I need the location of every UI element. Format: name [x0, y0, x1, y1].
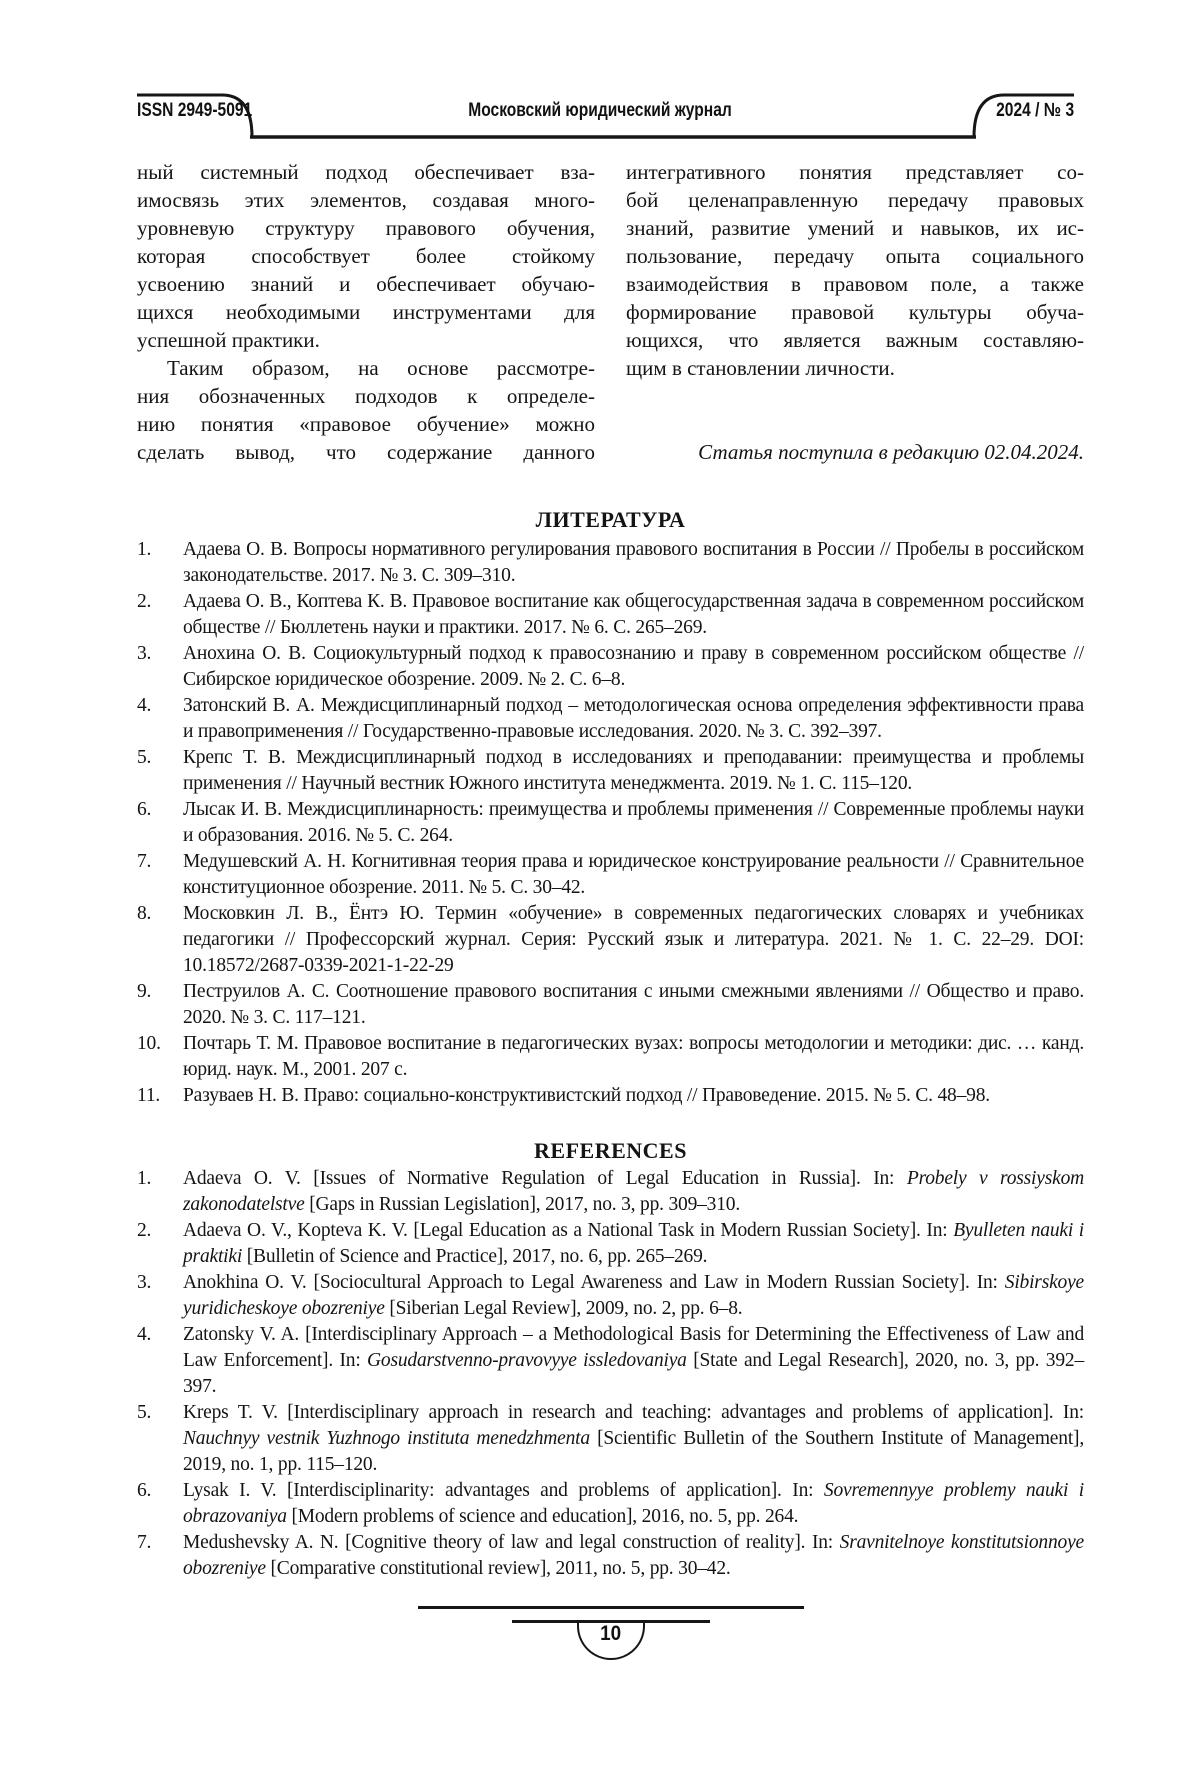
- references-list: [137, 1166, 1084, 1582]
- reference-text: [183, 1400, 1084, 1478]
- reference-item: [137, 1031, 1084, 1083]
- reference-text: [183, 641, 1084, 693]
- reference-number: 1.: [137, 1168, 152, 1189]
- reference-number: 5.: [137, 1402, 152, 1423]
- reference-segment: Адаева О. В., Коптева К. В. Правовое воспитание как общегосударственная задача в современном российском обществе // Бюллетень науки и практики. 2017. № 6. С. 265–269.: [183, 591, 1084, 638]
- reference-number: 2.: [137, 591, 152, 612]
- reference-segment: [Modern problems of science and education], 2016, no. 5, pp. 264.: [286, 1506, 799, 1527]
- reference-number: 4.: [137, 1324, 152, 1345]
- reference-number: 2.: [137, 1220, 152, 1241]
- reference-number: 3.: [137, 1272, 152, 1293]
- body-line: имосвязь этих элементов, создавая много-: [137, 188, 595, 212]
- reference-segment: Lysak I. V. [Interdisciplinarity: advantages and problems of application]. In:: [183, 1480, 824, 1501]
- reference-text: [183, 1478, 1084, 1530]
- reference-number: 3.: [137, 643, 152, 664]
- page-footer: [137, 1606, 1084, 1660]
- reference-number: 4.: [137, 695, 152, 716]
- reference-segment: Разуваев Н. В. Право: социально-конструктивистский подход // Правоведение. 2015. № 5. С. 48–98.: [183, 1085, 990, 1106]
- submission-note: Статья поступила в редакцию 02.04.2024.: [698, 440, 1084, 464]
- reference-segment: [Bulletin of Science and Practice], 2017, no. 6, pp. 265–269.: [242, 1246, 708, 1267]
- reference-item: [137, 1270, 1084, 1322]
- reference-text: [183, 745, 1084, 797]
- body-line: ния обозначенных подходов к определе-: [137, 384, 595, 408]
- reference-journal-italic: Probely v rossiyskom zakonodatelstve: [183, 1168, 1084, 1215]
- reference-number: 8.: [137, 903, 152, 924]
- reference-item: [137, 1083, 1084, 1109]
- reference-text: [183, 797, 1084, 849]
- reference-segment: Adaeva O. V. [Issues of Normative Regulation of Legal Education in Russia]. In:: [183, 1168, 907, 1189]
- literatura-heading: ЛИТЕРАТУРА: [535, 507, 686, 532]
- body-line: формирование правовой культуры обуча-: [626, 300, 1084, 324]
- reference-segment: [State and Legal Research], 2020, no. 3, pp. 392–397.: [183, 1350, 1085, 1397]
- reference-text: [183, 589, 1084, 641]
- reference-number: 6.: [137, 799, 152, 820]
- reference-journal-italic: Sibirskoye yuridicheskoye obozreniye: [183, 1272, 1084, 1319]
- reference-text: [183, 1218, 1084, 1270]
- journal-title: Московский юридический журнал: [468, 100, 732, 121]
- reference-number: 9.: [137, 981, 152, 1002]
- reference-segment: Адаева О. В. Вопросы нормативного регулирования правового воспитания в России // Пробелы в российском законодательстве. 2017. № 3. С. 309–310.: [183, 539, 1084, 586]
- reference-text: [183, 693, 1084, 745]
- reference-segment: Крепс Т. В. Междисциплинарный подход в исследованиях и преподавании: преимущества и проблемы применения // Научный вестник Южного института менеджмента. 2019. № 1. С. 115–120.: [183, 747, 1084, 794]
- reference-segment: Почтарь Т. М. Правовое воспитание в педагогических вузах: вопросы методологии и методики: дис. … канд. юрид. наук. М., 2001. 207 с.: [183, 1033, 1084, 1080]
- reference-item: [137, 1478, 1084, 1530]
- body-line: бой целенаправленную передачу правовых: [626, 188, 1084, 212]
- reference-segment: Пеструилов А. С. Соотношение правового воспитания с иными смежными явлениями // Общество и право. 2020. № 3. С. 117–121.: [183, 981, 1084, 1028]
- reference-item: [137, 979, 1084, 1031]
- reference-item: [137, 745, 1084, 797]
- body-line: щим в становлении личности.: [626, 356, 895, 380]
- body-line: которая способствует более стойкому: [137, 244, 595, 268]
- reference-segment: Zatonsky V. A. [Interdisciplinary Approach – a Methodological Basis for Determining the Effectiveness of Law and Law Enforcement]. In:: [183, 1324, 1084, 1371]
- reference-item: [137, 589, 1084, 641]
- body-line: пользование, передачу опыта социального: [626, 244, 1084, 268]
- reference-text: [183, 1530, 1084, 1582]
- reference-number: 5.: [137, 747, 152, 768]
- reference-item: [137, 797, 1084, 849]
- reference-number: 1.: [137, 539, 152, 560]
- issue-label: 2024 / № 3: [995, 100, 1074, 121]
- reference-text: [183, 1270, 1084, 1322]
- body-line: нию понятия «правовое обучение» можно: [137, 412, 595, 436]
- reference-item: [137, 1530, 1084, 1582]
- page-number: 10: [599, 1622, 622, 1645]
- reference-segment: [Siberian Legal Review], 2009, no. 2, pp. 6–8.: [384, 1298, 743, 1319]
- reference-segment: Kreps T. V. [Interdisciplinary approach in research and teaching: advantages and problems of application]. In:: [183, 1402, 1084, 1423]
- body-line: Таким образом, на основе рассмотре-: [167, 356, 595, 380]
- reference-segment: Medushevsky A. N. [Cognitive theory of law and legal construction of reality]. In:: [183, 1532, 840, 1553]
- footer-rule-long: [418, 1606, 804, 1609]
- reference-segment: Anokhina O. V. [Sociocultural Approach to Legal Awareness and Law in Modern Russian Society]. In:: [183, 1272, 1005, 1293]
- body-line: взаимодействия в правовом поле, а также: [626, 272, 1084, 296]
- reference-text: [183, 849, 1084, 901]
- reference-number: 11.: [137, 1085, 161, 1106]
- body-column-left: [137, 158, 595, 466]
- reference-number: 7.: [137, 1532, 152, 1553]
- reference-segment: [Comparative constitutional review], 2011, no. 5, pp. 30–42.: [265, 1558, 731, 1579]
- reference-segment: Анохина О. В. Социокультурный подход к правосознанию и праву в современном российском обществе // Сибирское юридическое обозрение. 2009. № 2. С. 6–8.: [183, 643, 1084, 690]
- reference-number: 10.: [137, 1033, 161, 1054]
- page-number-badge: [577, 1622, 645, 1660]
- reference-journal-italic: Gosudarstvenno-pravovyye issledovaniya: [367, 1350, 687, 1371]
- reference-item: [137, 641, 1084, 693]
- references-heading: REFERENCES: [534, 1138, 687, 1163]
- reference-journal-italic: Sravnitelnoye konstitutsionnoye obozreniye: [183, 1532, 1084, 1579]
- reference-item: [137, 1166, 1084, 1218]
- reference-segment: [Gaps in Russian Legislation], 2017, no. 3, pp. 309–310.: [304, 1194, 741, 1215]
- article-body: [137, 158, 1084, 466]
- reference-segment: Затонский В. А. Междисциплинарный подход – методологическая основа определения эффективности права и правоприменения // Государственно-правовые исследования. 2020. № 3. С. 392–397.: [183, 695, 1084, 742]
- reference-number: 6.: [137, 1480, 152, 1501]
- reference-text: [183, 1083, 1084, 1109]
- reference-segment: Медушевский А. Н. Когнитивная теория права и юридическое конструирование реальности // Сравнительное конституционное обозрение. 2011. № 5. С. 30–42.: [183, 851, 1084, 898]
- reference-segment: Лысак И. В. Междисциплинарность: преимущества и проблемы применения // Современные проблемы науки и образования. 2016. № 5. С. 264.: [183, 799, 1084, 846]
- reference-segment: Adaeva O. V., Kopteva K. V. [Legal Education as a National Task in Modern Russian Society]. In:: [183, 1220, 954, 1241]
- body-line: сделать вывод, что содержание данного: [137, 440, 595, 464]
- reference-item: [137, 849, 1084, 901]
- reference-item: [137, 693, 1084, 745]
- body-line: уровневую структуру правового обучения,: [137, 216, 595, 240]
- issn-label: ISSN 2949-5091: [137, 100, 253, 121]
- reference-text: [183, 1166, 1084, 1218]
- reference-text: [183, 1031, 1084, 1083]
- reference-item: [137, 537, 1084, 589]
- reference-text: [183, 1322, 1084, 1400]
- reference-segment: Московкин Л. В., Ёнтэ Ю. Термин «обучение» в современных педагогических словарях и учебниках педагогики // Профессорский журнал. Серия: Русский язык и литература. 2021. № 1. С. 22–29. DOI: 10.18572/2687-0339-2021-1-22-29: [183, 903, 1084, 976]
- reference-journal-italic: Sovremennyye problemy nauki i obrazovaniya: [183, 1480, 1085, 1527]
- body-line: знаний, развитие умений и навыков, их ис-: [626, 216, 1084, 240]
- reference-item: [137, 901, 1084, 979]
- reference-text: [183, 901, 1084, 979]
- reference-item: [137, 1400, 1084, 1478]
- reference-segment: [Scientific Bulletin of the Southern Institute of Management], 2019, no. 1, pp. 115–120.: [183, 1428, 1085, 1475]
- body-line: щихся необходимыми инструментами для: [137, 300, 595, 324]
- body-column-right-lines: [626, 158, 1084, 382]
- reference-number: 7.: [137, 851, 152, 872]
- literatura-list: [137, 537, 1084, 1109]
- body-line: ный системный подход обеспечивает вза-: [137, 160, 595, 184]
- reference-journal-italic: Nauchnyy vestnik Yuzhnogo instituta menedzhmenta: [183, 1428, 590, 1449]
- body-line: ющихся, что является важным составляю-: [626, 328, 1084, 352]
- body-column-right: [626, 158, 1084, 466]
- body-line: усвоению знаний и обеспечивает обучаю-: [137, 272, 595, 296]
- reference-item: [137, 1322, 1084, 1400]
- reference-text: [183, 537, 1084, 589]
- reference-item: [137, 1218, 1084, 1270]
- reference-text: [183, 979, 1084, 1031]
- reference-journal-italic: Byulleten nauki i praktiki: [183, 1220, 1084, 1267]
- body-line: интегративного понятия представляет со-: [626, 160, 1084, 184]
- body-line: успешной практики.: [137, 328, 320, 352]
